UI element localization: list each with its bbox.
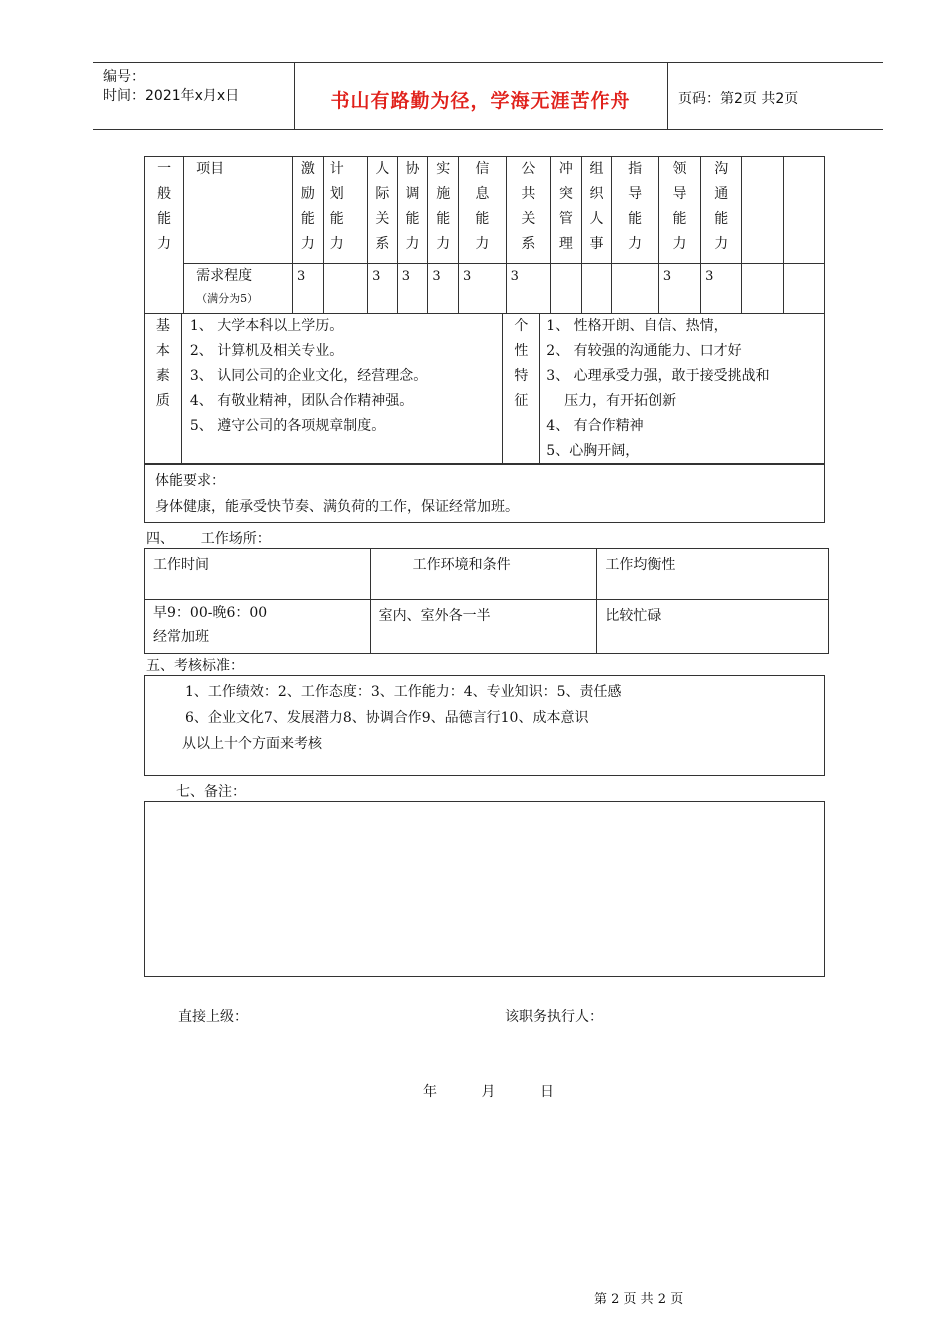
ability-column: 计划能力 <box>323 157 367 264</box>
workplace-balance: 比较忙碌 <box>597 600 829 654</box>
executor-signature: 该职务执行人： <box>505 1009 603 1025</box>
header-top-rule <box>93 62 883 63</box>
assessment-line: 1、工作绩效：2、工作态度：3、工作能力：4、专业知识：5、责任感 <box>185 684 622 700</box>
workplace-header-environment: 工作环境和条件 <box>370 549 597 600</box>
ability-column: 指导能力 <box>612 157 659 264</box>
list-item: 5、 遵守公司的各项规章制度。 <box>189 418 386 434</box>
list-item: 2、 有较强的沟通能力、口才好 <box>546 343 742 359</box>
list-item: 3、 心理承受力强，敢于接受挑战和 <box>546 368 770 384</box>
ability-column: 信息能力 <box>459 157 507 264</box>
workplace-table <box>144 548 829 654</box>
assessment-line: 6、企业文化7、发展潜力8、协调合作9、品德言行10、成本意识 <box>185 710 589 726</box>
workplace-section-title: 四、 工作场所： <box>146 531 271 547</box>
remarks-section-title: 七、备注： <box>176 784 246 800</box>
demand-score: 3 <box>397 264 428 314</box>
demand-score: 3 <box>701 264 742 314</box>
list-item: 2、 计算机及相关专业。 <box>189 343 344 359</box>
demand-label: 需求程度 <box>196 268 253 284</box>
demand-score: 3 <box>506 264 550 314</box>
demand-score <box>742 264 783 314</box>
list-item: 3、 认同公司的企业文化，经营理念。 <box>189 368 428 384</box>
ability-column: 冲突管理 <box>551 157 582 264</box>
list-item: 4、 有合作精神 <box>546 418 644 434</box>
ability-section-label: 一般能力 <box>145 157 184 314</box>
personality-label: 个性特征 <box>503 314 540 465</box>
superior-signature: 直接上级： <box>178 1009 248 1025</box>
ability-column <box>783 157 824 264</box>
demand-score: 3 <box>459 264 507 314</box>
work-overtime: 经常加班 <box>153 629 209 645</box>
ability-column: 公共关系 <box>506 157 550 264</box>
page-footer: 第 2 页 共 2 页 <box>594 1292 684 1307</box>
ability-table <box>144 156 825 314</box>
list-item: 4、 有敬业精神，团队合作精神强。 <box>189 393 414 409</box>
demand-score: 3 <box>368 264 398 314</box>
assessment-line: 从以上十个方面来考核 <box>182 736 322 752</box>
ability-column: 领导能力 <box>658 157 700 264</box>
list-item: 1、 大学本科以上学历。 <box>189 318 344 334</box>
demand-score <box>551 264 582 314</box>
header-code: 编号： <box>103 69 145 85</box>
physical-title: 体能要求： <box>155 473 225 489</box>
basic-quality-list <box>181 314 503 465</box>
signature-date: 年 月 日 <box>423 1084 555 1100</box>
demand-score <box>581 264 612 314</box>
header-bottom-rule <box>93 129 883 130</box>
list-item: 压力，有开拓创新 <box>546 393 677 409</box>
ability-column: 沟通能力 <box>701 157 742 264</box>
workplace-header-time: 工作时间 <box>145 549 371 600</box>
basic-quality-label: 基本素质 <box>145 314 182 465</box>
demand-score <box>612 264 659 314</box>
header-page-number: 页码：第2页 共2页 <box>678 91 799 107</box>
ability-column: 实施能力 <box>428 157 459 264</box>
list-item: 5、心胸开阔， <box>546 443 640 459</box>
demand-score: 3 <box>293 264 324 314</box>
workplace-header-balance: 工作均衡性 <box>597 549 829 600</box>
ability-column: 激励能力 <box>293 157 324 264</box>
quality-table <box>144 313 825 465</box>
demand-score: 3 <box>428 264 459 314</box>
assessment-box <box>144 675 825 776</box>
list-item: 1、 性格开朗、自信、热情， <box>546 318 728 334</box>
demand-score <box>323 264 367 314</box>
demand-score: 3 <box>658 264 700 314</box>
demand-label-cell <box>184 264 293 314</box>
ability-column: 人际关系 <box>368 157 398 264</box>
workplace-time-cell <box>145 600 371 654</box>
demand-score <box>783 264 824 314</box>
remarks-box <box>144 801 825 977</box>
ability-column <box>742 157 783 264</box>
ability-column: 组织人事 <box>581 157 612 264</box>
ability-item-label: 项目 <box>184 157 293 264</box>
ability-column: 协调能力 <box>397 157 428 264</box>
personality-list <box>540 314 825 465</box>
header-motto: 书山有路勤为径，学海无涯苦作舟 <box>330 90 631 112</box>
demand-note: （满分为5） <box>196 292 259 305</box>
header-time: 时间：2021年x月x日 <box>103 88 240 104</box>
physical-requirements <box>144 463 825 523</box>
physical-text: 身体健康，能承受快节奏、满负荷的工作，保证经常加班。 <box>155 499 519 515</box>
work-time: 早9：00-晚6：00 <box>153 605 268 621</box>
workplace-environment: 室内、室外各一半 <box>370 600 597 654</box>
header-divider <box>667 62 668 130</box>
assessment-section-title: 五、考核标准： <box>146 658 244 674</box>
